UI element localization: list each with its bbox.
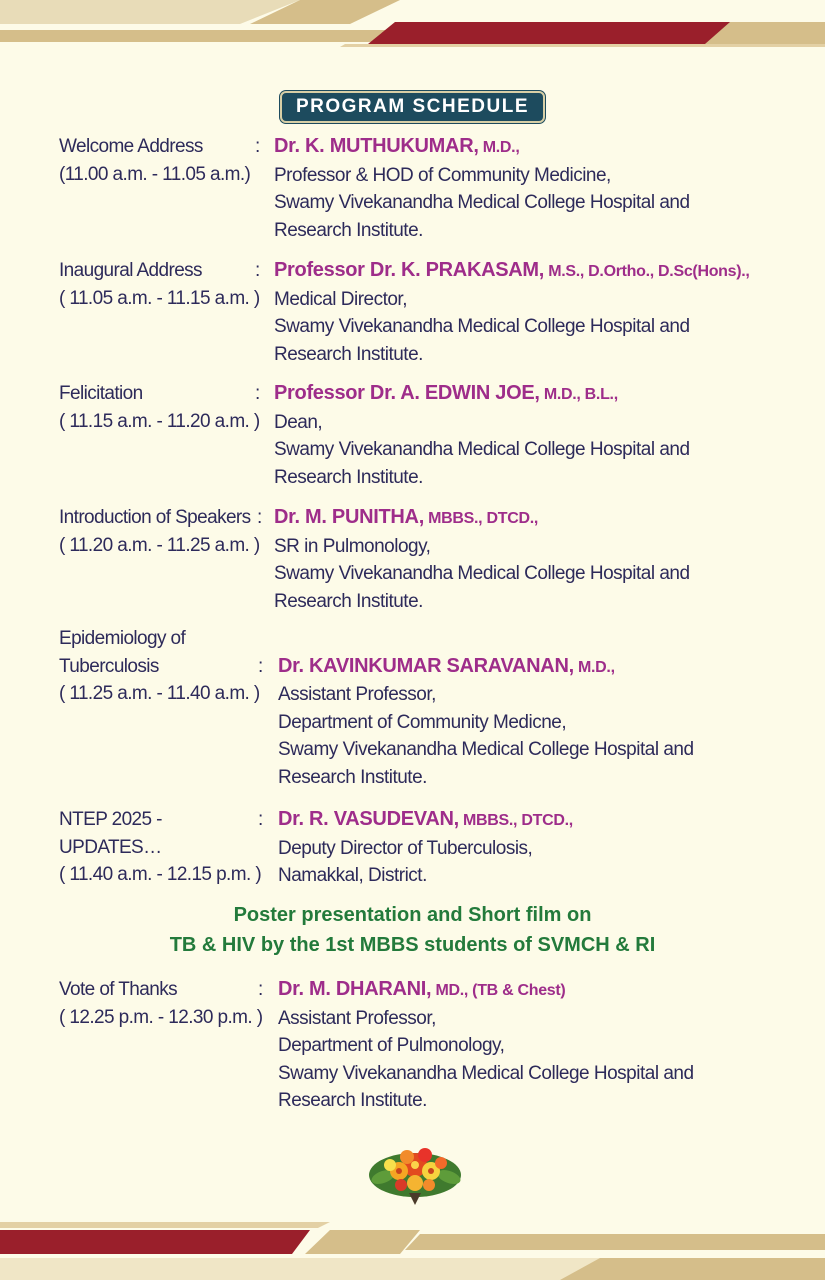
speaker-line: Assistant Professor, — [278, 684, 436, 705]
bottom-decorative-band — [0, 1220, 825, 1280]
speaker-line: Research Institute. — [274, 343, 423, 365]
speaker-line: Medical Director, — [274, 288, 407, 310]
top-decorative-band — [0, 0, 825, 60]
session-title: Felicitation — [59, 383, 143, 404]
session-title: Epidemiology of — [59, 628, 186, 649]
speaker-name: Professor Dr. A. EDWIN JOE, — [274, 382, 540, 404]
speaker-line: Swamy Vivekanandha Medical College Hospital and — [278, 739, 694, 760]
session-title: NTEP 2025 - — [59, 809, 162, 830]
session-time: ( 11.05 a.m. - 11.15 a.m. ) — [59, 287, 260, 309]
session-label — [59, 504, 263, 559]
session-title: Inaugural Address — [59, 260, 202, 281]
speaker-line: Swamy Vivekanandha Medical College Hospital and — [274, 439, 690, 460]
speaker-line: Research Institute. — [278, 1090, 427, 1111]
speaker-name: Professor Dr. K. PRAKASAM, — [274, 259, 545, 281]
separator: : — [258, 655, 264, 677]
session-time: (11.00 a.m. - 11.05 a.m.) — [59, 163, 251, 185]
speaker-qualification: MBBS., DTCD., — [423, 510, 538, 527]
speaker-details — [278, 653, 694, 792]
separator: : — [257, 507, 263, 528]
session-label — [59, 133, 250, 188]
session-label — [59, 380, 260, 435]
speaker-line: Research Institute. — [278, 766, 427, 788]
speaker-name: Dr. M. PUNITHA, — [274, 506, 424, 528]
session-label — [59, 257, 260, 312]
separator: : — [255, 383, 261, 404]
speaker-line: Research Institute. — [274, 590, 423, 612]
speaker-details — [274, 257, 750, 368]
speaker-line: Swamy Vivekanandha Medical College Hospital and — [274, 316, 690, 337]
speaker-line: Dean, — [274, 411, 323, 433]
speaker-line: Research Institute. — [274, 466, 423, 488]
speaker-line: Assistant Professor, — [278, 1007, 436, 1029]
highlight-line: TB & HIV by the 1st MBBS students of SVMCH & RI — [169, 934, 656, 956]
speaker-details — [278, 976, 694, 1115]
session-time: ( 11.25 a.m. - 11.40 a.m. ) — [59, 683, 260, 704]
speaker-details — [274, 380, 690, 491]
speaker-line: Swamy Vivekanandha Medical College Hospital and — [278, 1062, 694, 1084]
speaker-qualification: M.D., B.L., — [539, 386, 618, 403]
session-label — [59, 806, 264, 889]
speaker-name: Dr. R. VASUDEVAN, — [278, 808, 459, 830]
speaker-line: Department of Community Medicne, — [278, 711, 567, 733]
speaker-line: Deputy Director of Tuberculosis, — [278, 837, 533, 859]
speaker-qualification: M.S., D.Ortho., D.Sc(Hons)., — [544, 263, 750, 280]
speaker-qualification: M.D., — [478, 139, 520, 156]
flower-bouquet-icon — [365, 1135, 465, 1207]
speaker-qualification: M.D., — [573, 658, 615, 676]
speaker-line: Swamy Vivekanandha Medical College Hospital and — [274, 563, 690, 584]
session-title: UPDATES… — [59, 836, 162, 858]
speaker-name: Dr. KAVINKUMAR SARAVANAN, — [278, 654, 574, 677]
session-title: Introduction of Speakers — [59, 507, 251, 528]
separator: : — [258, 809, 264, 830]
speaker-line: Professor & HOD of Community Medicine, — [274, 164, 611, 186]
session-time: ( 11.20 a.m. - 11.25 a.m. ) — [59, 534, 260, 556]
speaker-line: Research Institute. — [274, 219, 423, 241]
session-label — [59, 976, 262, 1031]
speaker-line: Swamy Vivekanandha Medical College Hospital and — [274, 192, 690, 213]
separator: : — [255, 136, 261, 157]
speaker-line: Department of Pulmonology, — [278, 1035, 505, 1056]
session-time: ( 11.40 a.m. - 12.15 p.m. ) — [59, 864, 262, 885]
speaker-qualification: MBBS., DTCD., — [458, 812, 573, 829]
session-title: Tuberculosis — [59, 655, 159, 677]
speaker-line: Namakkal, District. — [278, 865, 427, 886]
speaker-name: Dr. K. MUTHUKUMAR, — [274, 135, 479, 157]
speaker-details — [274, 504, 690, 615]
speaker-qualification: MD., (TB & Chest) — [431, 982, 566, 999]
speaker-details — [278, 806, 573, 890]
speaker-details — [274, 133, 690, 244]
session-label — [59, 625, 260, 708]
speaker-name: Dr. M. DHARANI, — [278, 978, 432, 1000]
session-title: Vote of Thanks — [59, 979, 178, 1000]
poster-presentation-note — [0, 900, 825, 960]
separator: : — [258, 979, 264, 1000]
highlight-line: Poster presentation and Short film on — [233, 904, 592, 926]
separator: : — [255, 260, 261, 281]
program-schedule-title: PROGRAM SCHEDULE — [280, 91, 545, 123]
session-time: ( 11.15 a.m. - 11.20 a.m. ) — [59, 410, 260, 432]
speaker-line: SR in Pulmonology, — [274, 535, 431, 557]
session-title: Welcome Address — [59, 136, 203, 157]
session-time: ( 12.25 p.m. - 12.30 p.m. ) — [59, 1006, 263, 1028]
